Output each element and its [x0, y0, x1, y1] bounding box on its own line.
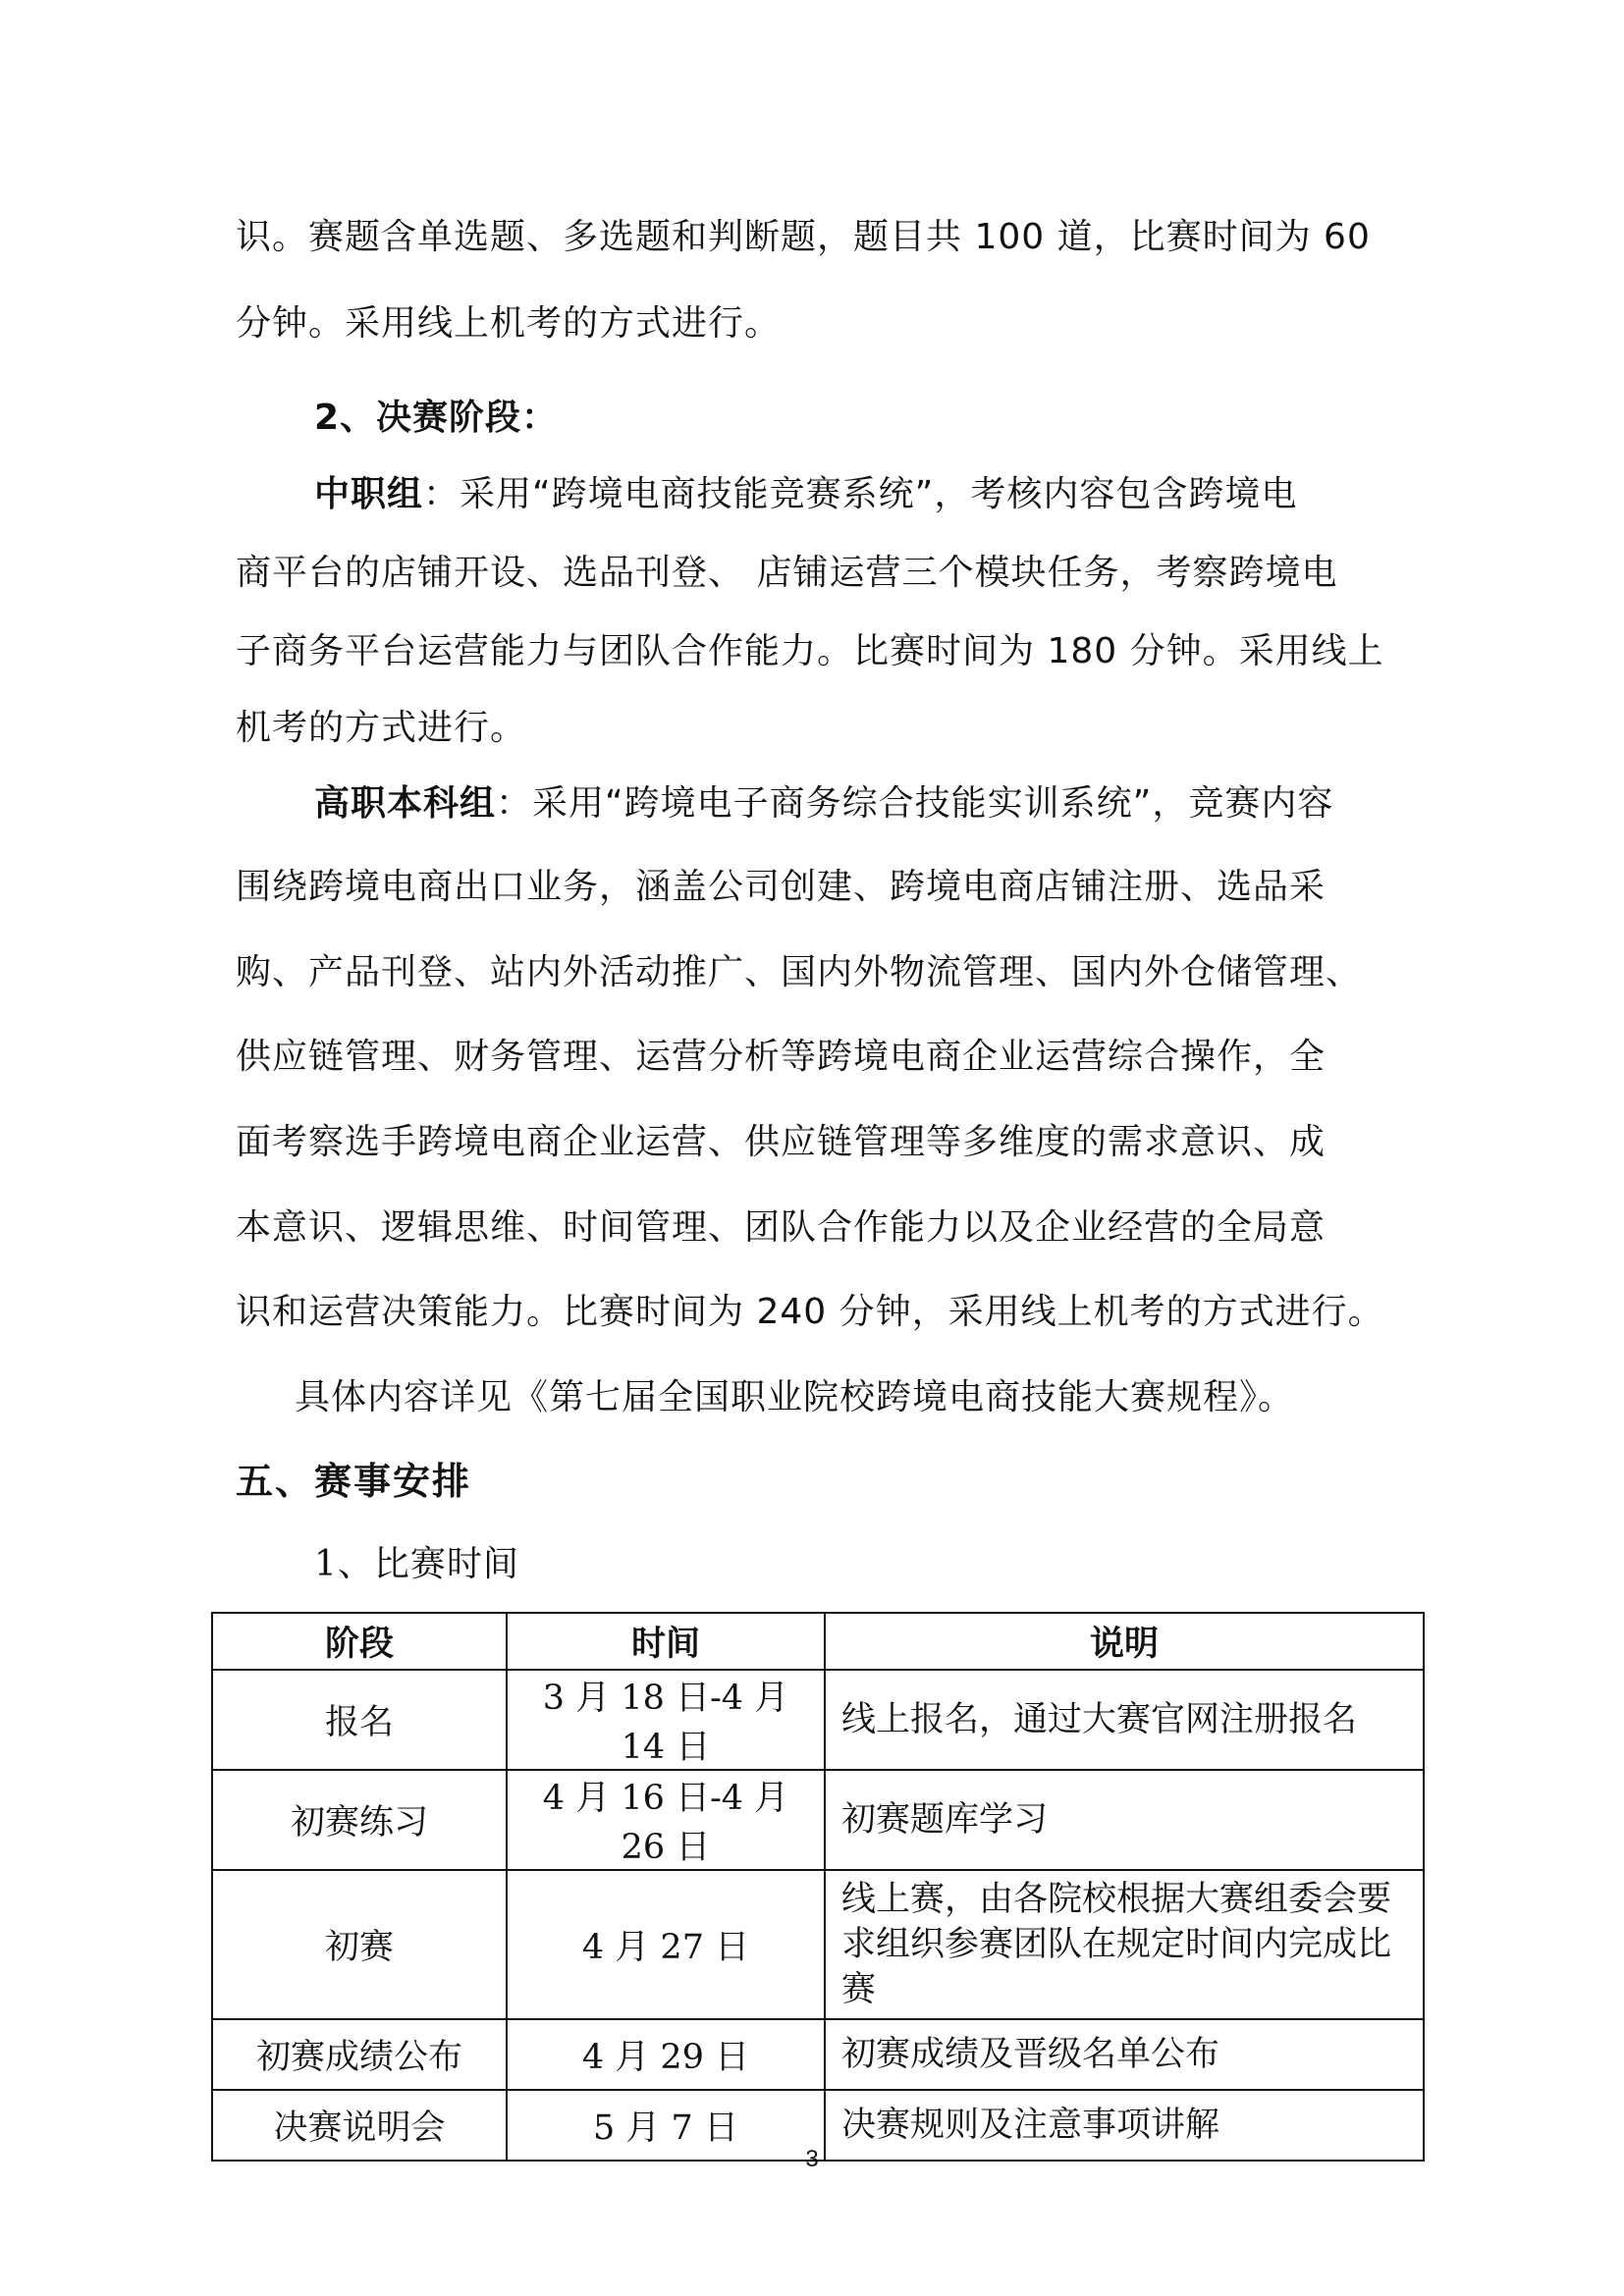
paragraph-line: 子商务平台运营能力与团队合作能力。比赛时间为 180 分钟。采用线上: [236, 631, 1384, 671]
table-header: 时间: [507, 1613, 825, 1670]
table-cell: 初赛练习: [212, 1770, 507, 1870]
zhongzhi-label: 中职组: [314, 474, 424, 514]
table-cell: 4 月 16 日-4 月 26 日: [507, 1770, 825, 1870]
paragraph-line: 围绕跨境电商出口业务，涵盖公司创建、跨境电商店铺注册、选品采: [236, 867, 1326, 907]
sub-heading: 1、比赛时间: [314, 1544, 519, 1584]
table-cell: 初赛: [212, 1870, 507, 2019]
table-row: [212, 2019, 1424, 2090]
section-heading: 五、赛事安排: [236, 1460, 472, 1503]
final-stage-heading: 2、决赛阶段：: [314, 398, 559, 438]
table-row: [212, 1670, 1424, 1770]
paragraph-line: 具体内容详见《第七届全国职业院校跨境电商技能大赛规程》。: [295, 1377, 1295, 1417]
table-cell: 报名: [212, 1670, 507, 1770]
table-cell: 线上赛，由各院校根据大赛组委会要求组织参赛团队在规定时间内完成比赛: [825, 1870, 1424, 2019]
paragraph-line: 识和运营决策能力。比赛时间为 240 分钟，采用线上机考的方式进行。: [236, 1292, 1384, 1332]
paragraph-line: 面考察选手跨境电商企业运营、供应链管理等多维度的需求意识、成: [236, 1122, 1326, 1162]
paragraph-line: 识。赛题含单选题、多选题和判断题，题目共 100 道，比赛时间为 60: [236, 217, 1371, 257]
table-cell: 线上报名，通过大赛官网注册报名: [825, 1670, 1424, 1770]
paragraph-text: ：采用“跨境电商技能竞赛系统”，考核内容包含跨境电: [423, 474, 1298, 514]
paragraph-line: 机考的方式进行。: [236, 708, 527, 748]
table-cell: 决赛说明会: [212, 2090, 507, 2161]
table-header: 说明: [825, 1613, 1424, 1670]
table-cell: 决赛规则及注意事项讲解: [825, 2090, 1424, 2161]
table-cell: 初赛成绩公布: [212, 2019, 507, 2090]
paragraph-line: 商平台的店铺开设、选品刊登、 店铺运营三个模块任务，考察跨境电: [236, 553, 1338, 593]
paragraph-line: 分钟。采用线上机考的方式进行。: [236, 303, 782, 344]
gaozhi-label: 高职本科组: [314, 783, 497, 824]
table-cell: 4 月 29 日: [507, 2019, 825, 2090]
table-header-row: [212, 1613, 1424, 1670]
paragraph-line: 购、产品刊登、站内外活动推广、国内外物流管理、国内外仓储管理、: [236, 952, 1363, 992]
page-number: 3: [805, 2146, 819, 2172]
table-cell: 5 月 7 日: [507, 2090, 825, 2161]
paragraph-line: 本意识、逻辑思维、时间管理、团队合作能力以及企业经营的全局意: [236, 1207, 1326, 1248]
paragraph-line: [314, 780, 1333, 828]
paragraph-line: [314, 471, 1297, 518]
table-row: [212, 1870, 1424, 2019]
table-header: 阶段: [212, 1613, 507, 1670]
schedule-table: [211, 1612, 1425, 2162]
paragraph-text: ：采用“跨境电子商务综合技能实训系统”，竞赛内容: [496, 783, 1334, 824]
paragraph-line: 供应链管理、财务管理、运营分析等跨境电商企业运营综合操作，全: [236, 1037, 1326, 1077]
table-row: [212, 1770, 1424, 1870]
table-cell: 4 月 27 日: [507, 1870, 825, 2019]
table-cell: 初赛成绩及晋级名单公布: [825, 2019, 1424, 2090]
table-cell: 3 月 18 日-4 月 14 日: [507, 1670, 825, 1770]
table-cell: 初赛题库学习: [825, 1770, 1424, 1870]
